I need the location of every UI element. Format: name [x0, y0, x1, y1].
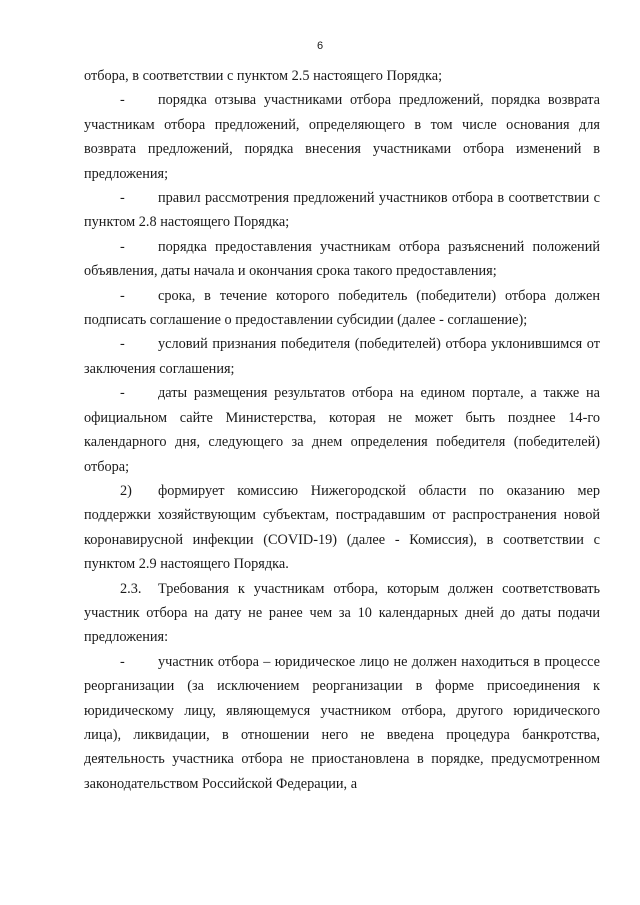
- numbered-item: [84, 479, 600, 577]
- section-paragraph: [84, 577, 600, 650]
- numbered-item-text: формирует комиссию Нижегородской области по оказанию мер поддержки хозяйствующим субъектам, пострадавшим от распространения новой коронавирусной инфекции (COVID-19) (далее - Комиссия), в соответствии с пунктом 2.9 настоящего Порядка.: [84, 482, 600, 573]
- section-text: Требования к участникам отбора, которым должен соответствовать участник отбора на дату не ранее чем за 10 календарных дней до даты подачи предложения:: [84, 580, 600, 646]
- list-item: [84, 332, 600, 381]
- list-marker: -: [120, 287, 125, 304]
- list-item: [84, 88, 600, 186]
- list-marker: -: [120, 653, 125, 670]
- page-number: 6: [316, 40, 324, 52]
- list-item: [84, 381, 600, 479]
- list-marker: -: [120, 92, 125, 109]
- list-marker: -: [120, 190, 125, 207]
- list-item: [84, 235, 600, 284]
- list-marker: -: [120, 385, 125, 402]
- list-item-text: даты размещения результатов отбора на едином портале, а также на официальном сайте Министерства, которая не может быть позднее 14-го календарного дня, следующего за днем определения победителя (победителей) отбора;: [84, 385, 600, 475]
- section-number: 2.3.: [120, 580, 142, 597]
- list-marker: -: [120, 336, 125, 353]
- list-item-text: срока, в течение которого победитель (победители) отбора должен подписать соглашение о предоставлении субсидии (далее - соглашение);: [84, 287, 600, 329]
- document-body: [84, 64, 600, 796]
- list-item: [84, 186, 600, 235]
- list-item-text: условий признания победителя (победителей) отбора уклонившимся от заключения соглашения;: [84, 336, 600, 377]
- list-item-text: участник отбора – юридическое лицо не должен находиться в процессе реорганизации (за исключением реорганизации в форме присоединения к юридическому лицу, являющемуся участником отбора, другого юридического лица), ликвидации, в отношении него не введена процедура банкротства, деятельность участника отбора не приостановлена в порядке, предусмотренном законодательством Российской Федерации, а: [84, 653, 600, 792]
- paragraph-text: отбора, в соответствии с пунктом 2.5 настоящего Порядка;: [84, 68, 443, 84]
- paragraph-continuation: [84, 64, 600, 88]
- item-number: 2): [120, 482, 132, 499]
- list-item: [84, 650, 600, 796]
- list-item-text: порядка предоставления участникам отбора разъяснений положений объявления, даты начала и окончания срока такого предоставления;: [84, 238, 600, 280]
- list-marker: -: [120, 238, 125, 255]
- list-item-text: порядка отзыва участниками отбора предложений, порядка возврата участникам отбора предложений, определяющего в том числе основания для возврата предложений, порядка внесения участниками отбора изменений в предложения;: [84, 92, 600, 182]
- list-item: [84, 284, 600, 333]
- list-item-text: правил рассмотрения предложений участников отбора в соответствии с пунктом 2.8 настоящего Порядка;: [84, 190, 600, 231]
